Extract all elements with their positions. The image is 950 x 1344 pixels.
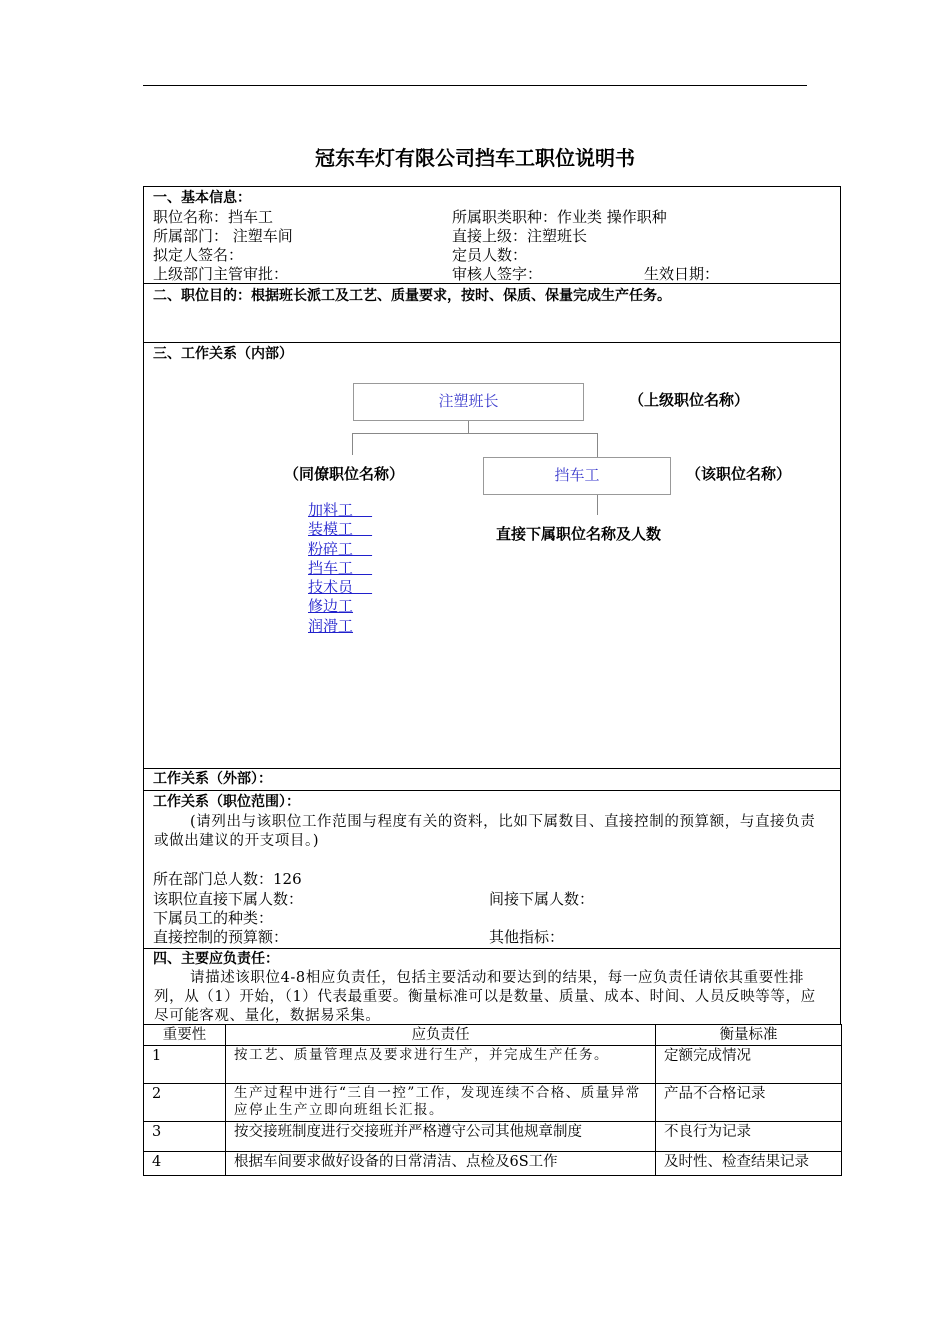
dept-total: 所在部门总人数：126 <box>153 870 302 888</box>
table-header-row <box>144 1025 842 1046</box>
column-header: 衡量标准 <box>656 1025 842 1046</box>
department: 所属部门： 注塑车间 <box>153 227 293 245</box>
purpose-text: 二、职位目的：根据班长派工及工艺、质量要求，按时、保质、保量完成生产任务。 <box>153 288 671 304</box>
scope-note: (请列出与该职位工作范围与程度有关的资料，比如下属数目、直接控制的预算额，与直接负责或做出建议的开支项目。) <box>154 814 816 849</box>
duties-section <box>143 948 841 1024</box>
duties-instruction: 请描述该职位4-8相应负责任，包括主要活动和要达到的结果，每一应负责任请依其重要性排列，从（1）开始，（1）代表最重要。衡量标准可以是数量、质量、成本、时间、人员反映等等，应尽可能客观、量化，数据易采集。 <box>154 970 816 1024</box>
internal-relations-heading: 三、工作关系（内部） <box>153 346 293 362</box>
document-title: 冠东车灯有限公司挡车工职位说明书 <box>315 146 635 170</box>
standard-cell: 产品不合格记录 <box>656 1084 842 1122</box>
table-row <box>144 1122 842 1152</box>
org-connector <box>352 433 598 434</box>
rank-cell: 1 <box>144 1046 226 1084</box>
other-indicators: 其他指标： <box>489 928 565 946</box>
position-name: 职位名称：挡车工 <box>153 208 274 226</box>
org-connector <box>468 421 469 433</box>
subordinate-types: 下属员工的种类： <box>153 909 274 927</box>
duty-cell: 按交接班制度进行交接班并严格遵守公司其他规章制度 <box>226 1122 656 1152</box>
superior-label: （上级职位名称） <box>629 391 750 409</box>
indirect-subordinates: 间接下属人数： <box>489 890 595 908</box>
peer-link[interactable]: 挡车工 <box>308 558 373 577</box>
standard-cell: 定额完成情况 <box>656 1046 842 1084</box>
rank-cell: 3 <box>144 1122 226 1152</box>
basic-info-heading: 一、基本信息： <box>153 190 251 206</box>
direct-superior: 直接上级：注塑班长 <box>452 227 588 245</box>
self-position-box: 挡车工 <box>483 457 671 495</box>
job-category: 所属职类职种：作业类 操作职种 <box>452 208 667 226</box>
duty-cell: 按工艺、质量管理点及要求进行生产，并完成生产任务。 <box>226 1046 656 1084</box>
effective-date: 生效日期： <box>644 265 720 283</box>
direct-subordinates: 该职位直接下属人数： <box>153 890 304 908</box>
peer-list <box>308 501 372 636</box>
peer-label: （同僚职位名称） <box>284 465 405 483</box>
peer-link[interactable]: 粉碎工 <box>308 539 373 558</box>
supervisor-approval: 上级部门主管审批： <box>153 265 289 283</box>
drafter-signature: 拟定人签名： <box>153 246 244 264</box>
peer-link[interactable]: 润滑工 <box>308 616 354 635</box>
table-row <box>144 1084 842 1122</box>
external-relations-section <box>143 768 841 790</box>
peer-link[interactable]: 加料工 <box>308 501 373 519</box>
rank-cell: 4 <box>144 1152 226 1176</box>
org-connector <box>352 433 353 455</box>
scope-section <box>143 790 841 948</box>
header-rule <box>143 85 807 86</box>
standard-cell: 及时性、检查结果记录 <box>656 1152 842 1176</box>
peer-link[interactable]: 技术员 <box>308 578 373 597</box>
column-header: 应负责任 <box>226 1025 656 1046</box>
internal-relations-section <box>143 342 841 768</box>
org-connector <box>597 495 598 515</box>
headcount: 定员人数： <box>452 246 528 264</box>
external-relations-heading: 工作关系（外部）： <box>153 771 272 787</box>
duty-cell: 生产过程中进行“三自一控”工作，发现连续不合格、质量异常应停止生产立即向班组长汇报。 <box>226 1084 656 1122</box>
standard-cell: 不良行为记录 <box>656 1122 842 1152</box>
superior-box: 注塑班长 <box>353 383 584 421</box>
table-row <box>144 1152 842 1176</box>
peer-link[interactable]: 装模工 <box>308 520 373 539</box>
duties-heading: 四、主要应负责任： <box>153 951 279 967</box>
rank-cell: 2 <box>144 1084 226 1122</box>
peer-link[interactable]: 修边工 <box>308 597 354 616</box>
duty-cell: 根据车间要求做好设备的日常清洁、点检及6S工作 <box>226 1152 656 1176</box>
purpose-section <box>143 283 841 342</box>
basic-info-section <box>143 186 841 283</box>
subordinate-label: 直接下属职位名称及人数 <box>496 525 662 543</box>
reviewer-signature: 审核人签字： <box>452 265 543 283</box>
org-connector <box>597 433 598 457</box>
table-row <box>144 1046 842 1084</box>
column-header: 重要性 <box>144 1025 226 1046</box>
scope-heading: 工作关系（职位范围）： <box>153 794 300 810</box>
self-position-label: （该职位名称） <box>686 465 792 483</box>
duties-table <box>143 1024 842 1176</box>
controlled-budget: 直接控制的预算额： <box>153 928 289 946</box>
